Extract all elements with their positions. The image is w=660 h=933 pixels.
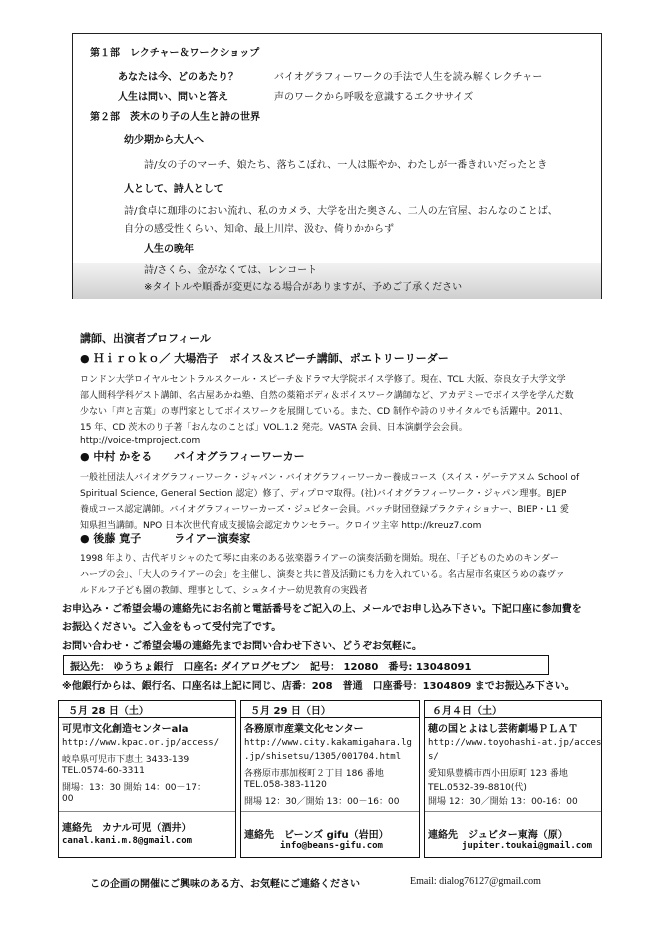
venue-name: 穂の国とよはし芸術劇場ＰＬＡＴ <box>428 724 578 735</box>
profile-line: ルドルフ子ども園の教師、理事として、シュタイナー幼児教育の実践者 <box>80 586 368 596</box>
venue-line: 開場：13：30 開始 14：00－17： <box>62 783 206 793</box>
venue-date: ５月 29 日（日） <box>250 706 331 717</box>
venue-contact-label: 連絡先 ジュピター東海（原） <box>428 830 568 841</box>
profile-line: 少ない「声と言葉」の専門家としてボイスワークを展開している。また、CD 制作や詩のリサイタルでも活躍中。2011、 <box>80 407 569 417</box>
profile-title-goto: ● 後藤 寛子 ライアー演奏家 <box>80 532 251 545</box>
section1-heading: 幼少期から大人へ <box>124 135 204 146</box>
profile-line: 部人間科学科ゲスト講師、名古屋あかね塾、自然の薬箱ボディ＆ボイスワーク講師など、アカデミーでボイス学を学んだ数 <box>80 391 574 401</box>
profile-title-nakamura: ● 中村 かをる バイオグラフィーワーカー <box>80 450 305 463</box>
profile-line: 一般社団法人バイオグラフィーワーク・ジャパン・バイオグラフィーワーカー養成コース（スイス・ゲーテアヌム School of <box>80 473 580 483</box>
venue-url[interactable]: http://www.city.kakamigahara.lg <box>244 738 412 748</box>
venue-name: 可児市文化創造センターala <box>62 724 189 735</box>
section2-heading: 人として、詩人として <box>124 184 224 195</box>
section2-poems-1: 詩/食卓に珈琲のにおい流れ、私のカメラ、大学を出た奥さん、二人の左官屋、おんなのことば、 <box>124 206 558 217</box>
venue-contact-label: 連絡先 ビーンズ gifu（岩田） <box>244 830 389 841</box>
venue-line: TEL.058-383-1120 <box>244 780 327 790</box>
venue-date: ６月４日（土） <box>432 706 502 717</box>
venue-contact-email[interactable]: info@beans-gifu.com <box>280 841 383 851</box>
venue-name: 各務原市産業文化センター <box>244 724 364 735</box>
part2-title: 第２部 茨木のり子の人生と詩の世界 <box>90 112 260 123</box>
venue-line: 各務原市那加桜町２丁目 186 番地 <box>244 769 384 779</box>
venue-line: TEL.0574-60-3311 <box>62 766 145 776</box>
venue-line: 開場 12：30／開始 13：00-16：00 <box>428 797 578 807</box>
item1-heading: あなたは今、どのあたり？ <box>118 72 238 83</box>
venue-line: 00 <box>62 794 74 804</box>
profile-line: ハープの会」、「大人のライアーの会」を主催し、演奏と共に普及活動にも力を入れている。名古屋市名東区うめの森ヴァ <box>80 570 565 580</box>
venue-date: ５月 28 日（土） <box>68 706 149 717</box>
other-bank-info: ※他銀行からは、銀行名、口座名は上記に同じ、店番：208 普通 口座番号：1304809 までお振込み下さい。 <box>62 681 575 692</box>
apply-line-2: お振込ください。ご入金をもって受付完了です。 <box>62 622 282 633</box>
venue-contact-email[interactable]: canal.kani.m.8@gmail.com <box>62 836 193 846</box>
section3-heading: 人生の晩年 <box>144 244 194 255</box>
bank-info: 振込先： ゆうちょ銀行 口座名: ダイアログセブン 記号： 12080 番号: 13048091 <box>70 662 472 673</box>
venue-contact-email[interactable]: jupiter.toukai@gmail.com <box>462 841 593 851</box>
venue-url[interactable]: http://www.toyohashi-at.jp/acces <box>428 738 602 748</box>
profile-line: 15 年、CD 茨木のり子著「おんなのことば」VOL.1.2 発売。VASTA 会員、日本演劇学会会員。 <box>80 423 468 433</box>
section3-poems: 詩/さくら、金がなくては、レンコート <box>144 265 318 276</box>
profile-line: Spiritual Science, General Section 認定）修了、ディプロマ取得。(社)バイオグラフィーワーク・ジャパン理事。BJEP <box>80 489 567 499</box>
part1-title: 第１部 レクチャー＆ワークショップ <box>90 48 260 59</box>
footer-text: この企画の開催にご興味のある方、お気軽にご連絡ください <box>90 879 360 890</box>
venue-line: 開場 12：30／開始 13：00－16：00 <box>244 797 400 807</box>
item1-desc: バイオグラフィーワークの手法で人生を読み解くレクチャー <box>274 72 543 83</box>
item2-heading: 人生は問い、問いと答え <box>118 92 228 103</box>
item2-desc: 声のワークから呼吸を意識するエクササイズ <box>274 92 474 103</box>
profiles-heading: 講師、出演者プロフィール <box>80 332 211 345</box>
venue-url-cont[interactable]: .jp/shisetsu/1305/001704.html <box>244 752 402 762</box>
venue-contact-label: 連絡先 カナル可児（酒井） <box>62 823 192 834</box>
program-note: ※タイトルや順番が変更になる場合がありますが、予めご了承ください <box>144 282 463 293</box>
section1-poems: 詩/女の子のマーチ、娘たち、落ちこぼれ、一人は賑やか、わたしが一番きれいだったとき <box>144 160 548 171</box>
profile-line: 養成コース認定講師。バイオグラフィーワーカーズ・ジュピター会員。バッチ財団登録プラクティショナー、BIEP・L1 愛 <box>80 505 569 515</box>
venue-url-cont[interactable]: s/ <box>428 752 439 762</box>
profile-line: ロンドン大学ロイヤルセントラルスクール・スピーチ＆ドラマ大学院ボイス学修了。現在、TCL 大阪、奈良女子大学文学 <box>80 375 566 385</box>
profile-link-voice[interactable]: http://voice-tmproject.com <box>80 436 201 446</box>
apply-line-3: お問い合わせ・ご希望会場の連絡先までお問い合わせ下さい、どうぞお気軽に。 <box>62 641 422 652</box>
section2-poems-2: 自分の感受性くらい、知命、最上川岸、汲む、倚りかからず <box>124 224 394 235</box>
apply-line-1: お申込み・ご希望会場の連絡先にお名前と電話番号をご記入の上、メールでお申し込み下さい。下記口座に参加費を <box>62 604 582 615</box>
venue-line: TEL.0532-39-8810(代) <box>428 783 527 793</box>
profile-line: 1998 年より、古代ギリシャのたて琴に由来のある弦楽器ライアーの演奏活動を開始。現在、「子どものためのキンダー <box>80 554 559 564</box>
venue-url[interactable]: http://www.kpac.or.jp/access/ <box>62 738 220 748</box>
venue-line: 岐阜県可児市下恵土 3433-139 <box>62 755 190 765</box>
venue-line: 愛知県豊橋市西小田原町 123 番地 <box>428 769 568 779</box>
profile-title-oba: ● Ｈｉｒｏｋｏ／ 大場浩子 ボイス＆スピーチ講師、ポエトリーリーダー <box>80 352 449 365</box>
footer-email[interactable]: Email: dialog76127@gmail.com <box>410 876 541 887</box>
profile-line: 知県担当講師。NPO 日本次世代育成支援協会認定カウンセラー。クロイツ主宰 http://kreuz7.com <box>80 521 482 531</box>
